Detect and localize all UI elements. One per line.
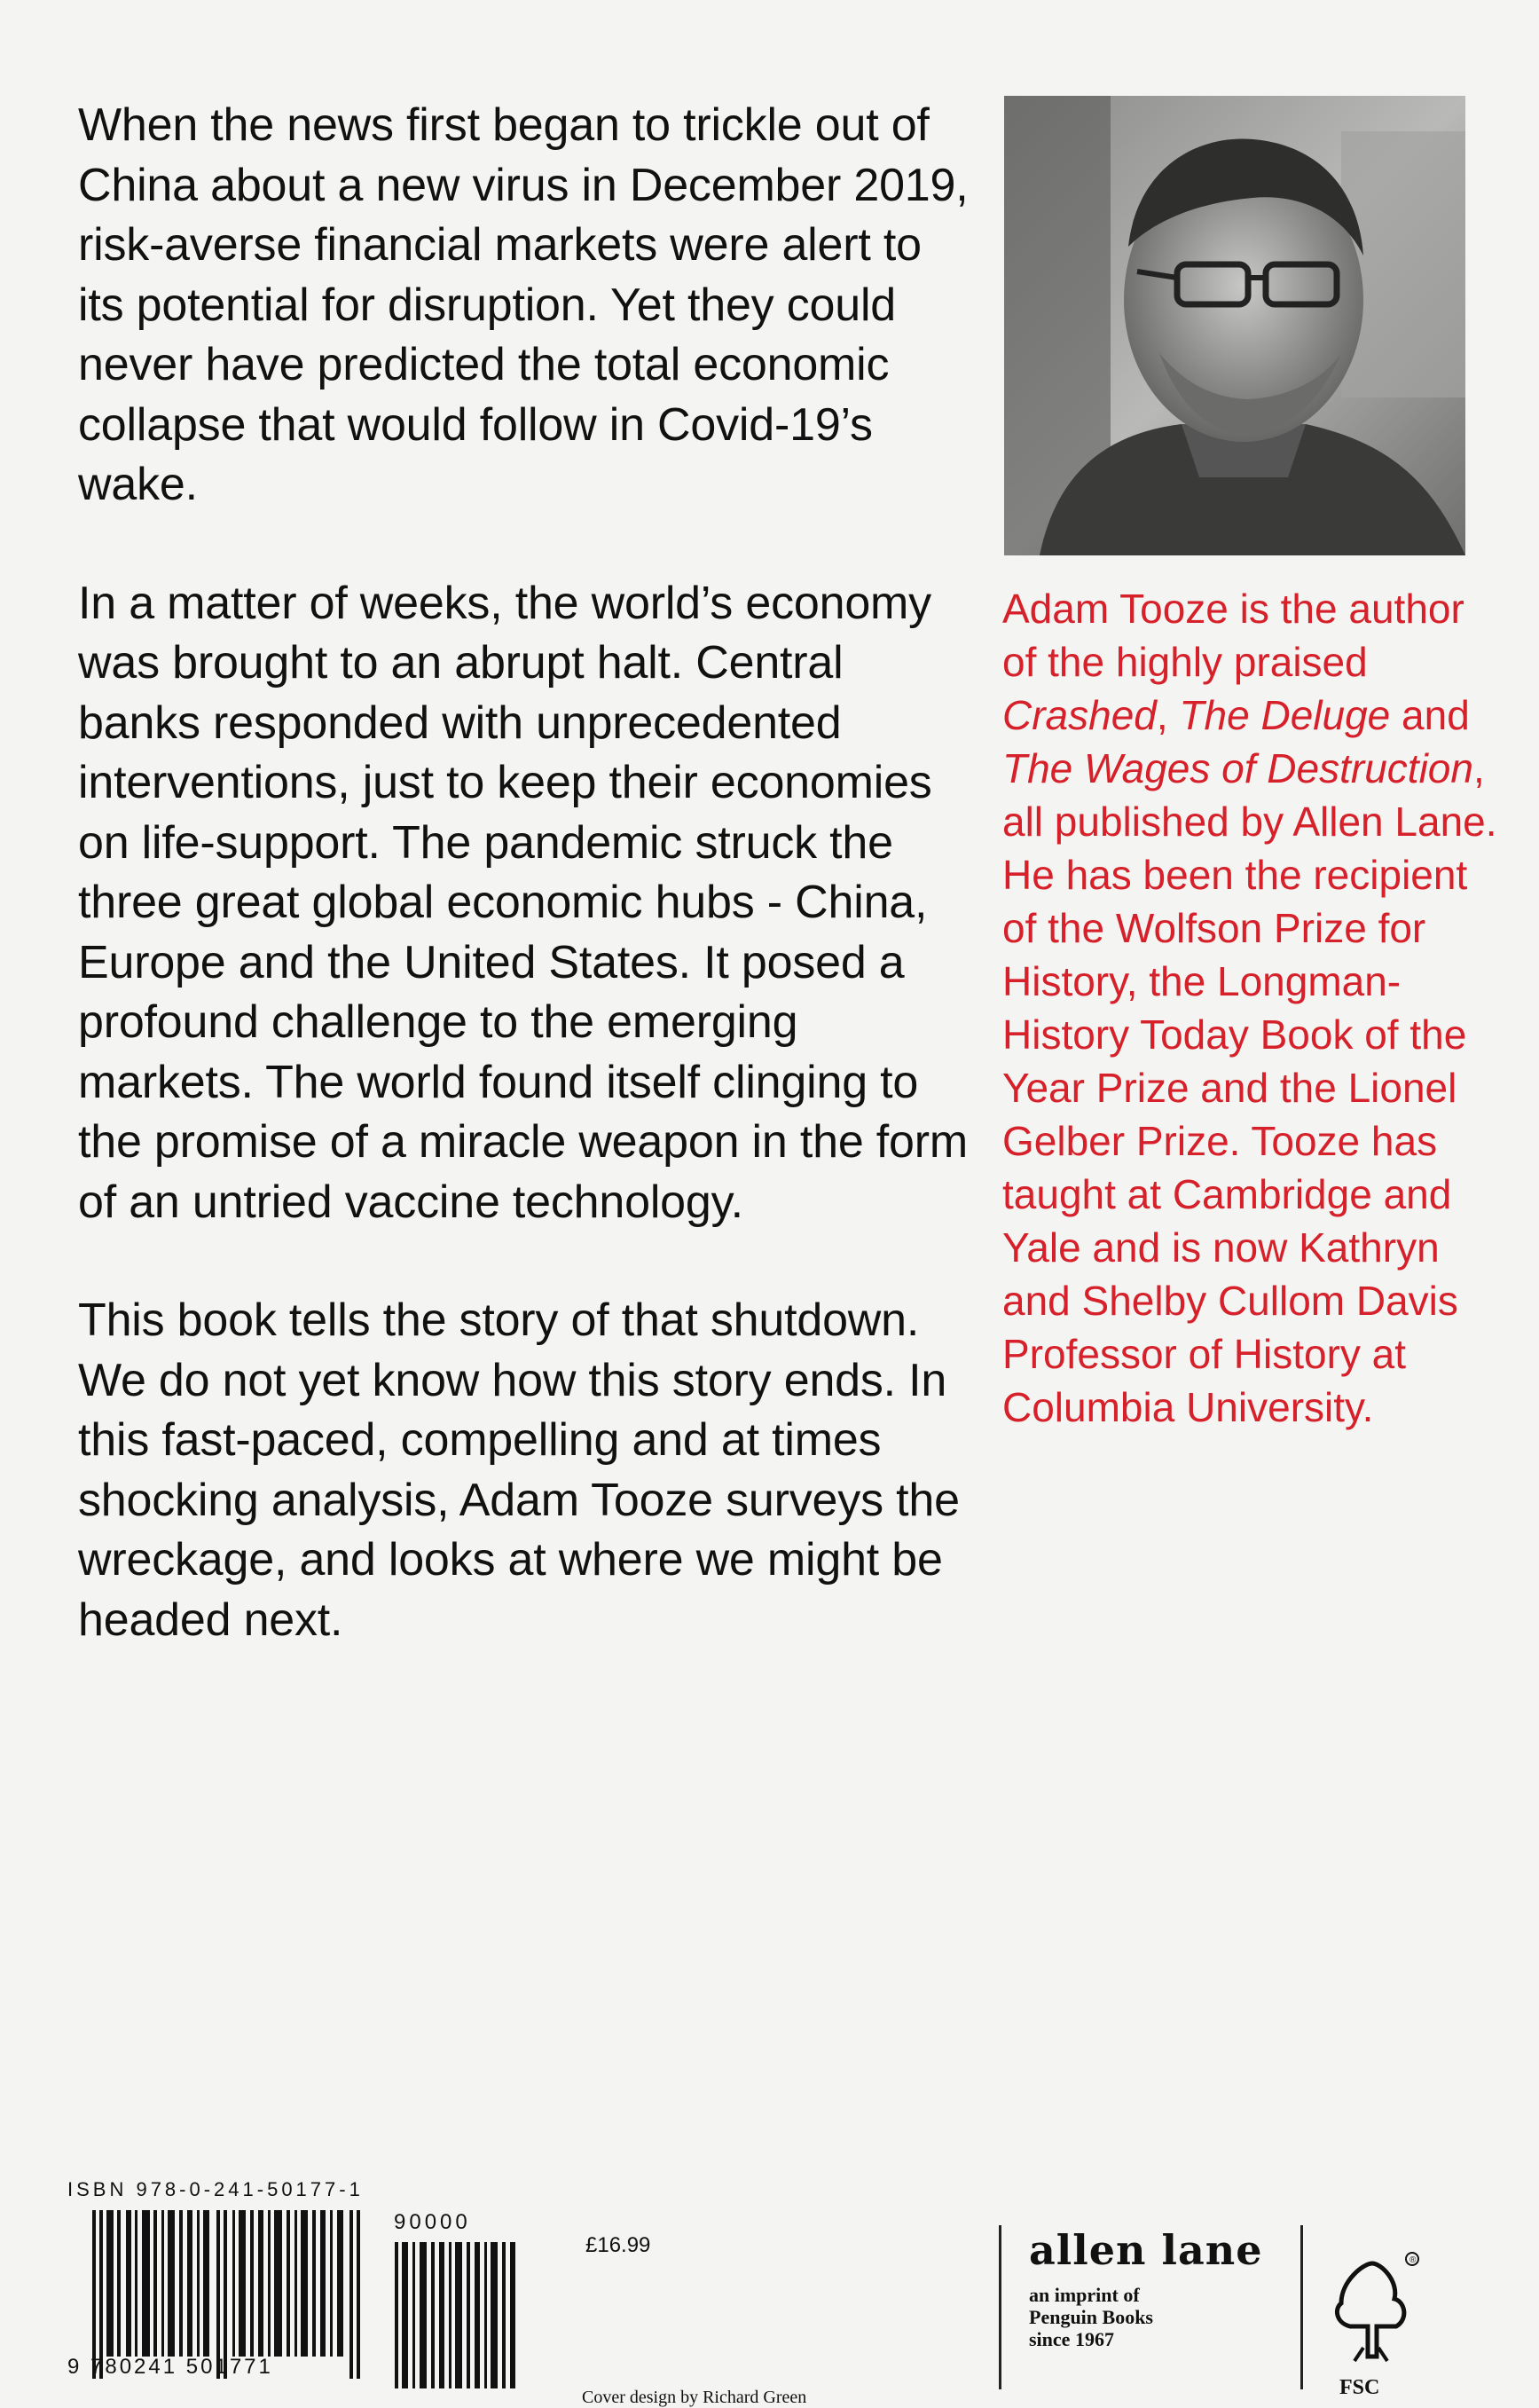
- fsc-tree-icon: [1323, 2250, 1421, 2383]
- isbn-barcode: [75, 2210, 385, 2379]
- divider-left: [999, 2225, 1001, 2389]
- blurb-paragraph-2: In a matter of weeks, the world’s economy was brought to an abrupt halt. Central banks responded with unprecedented interventions, just to keep their economies on life-support. The pandemic struck the three great global economic hubs - China, Europe and the United States. It posed a profound challenge to the emerging markets. The world found itself clinging to the promise of a miracle weapon in the form of an untried vaccine technology.: [78, 577, 968, 1228]
- divider-right: [1300, 2225, 1303, 2389]
- isbn-label: ISBN 978-0-241-50177-1: [67, 2178, 364, 2200]
- bio-text-3: and: [1390, 692, 1470, 738]
- publisher-tagline-2: Penguin Books: [1029, 2306, 1153, 2328]
- publisher-tagline-1: an imprint of: [1029, 2284, 1140, 2306]
- blurb-paragraph-3: This book tells the story of that shutdown. We do not yet know how this story ends. In this fast-paced, compelling and at times shocking analysis, Adam Tooze surveys the wreckage, and looks at where we might be headed next.: [78, 1294, 960, 1646]
- publisher-tagline-3: since 1967: [1029, 2328, 1114, 2350]
- author-bio: [1002, 582, 1499, 1434]
- blurb-paragraph-1: When the news first began to trickle out of China about a new virus in December 2019, risk-averse financial markets were alert to its potential for disruption. Yet they could never have predicted the total economic collapse that would follow in Covid-19’s wake.: [78, 99, 969, 510]
- bio-text-4: , all published by Allen Lane. He has been the recipient of the Wolfson Prize for History, the Longman-History Today Book of the Year Prize and the Lionel Gelber Prize. Tooze has taught at Cambridge and Yale and is now Kathryn and Shelby Cullom Davis Professor of History at Columbia University.: [1002, 745, 1497, 1430]
- author-photo-illustration: [1004, 96, 1465, 555]
- addon-barcode: [393, 2215, 526, 2388]
- bio-text-1: Adam Tooze is the author of the highly praised: [1002, 586, 1464, 685]
- fsc-registered-mark: ®: [1409, 2255, 1417, 2265]
- bio-title-crashed: Crashed: [1002, 692, 1157, 738]
- blurb: [78, 96, 974, 1709]
- author-photo: [1004, 96, 1465, 555]
- barcode-addon-digits: 90000: [394, 2210, 471, 2234]
- cover-credit: Cover design by Richard Green: [582, 2388, 807, 2407]
- price: £16.99: [585, 2233, 651, 2257]
- publisher-block: [1029, 2227, 1277, 2350]
- fsc-label: FSC: [1339, 2376, 1380, 2399]
- bio-text-2: ,: [1156, 692, 1180, 738]
- publisher-tagline: [1029, 2284, 1277, 2350]
- isbn-barcode-digits: 9 780241 501771: [67, 2355, 273, 2379]
- allen-lane-logo: allen lane: [1029, 2226, 1263, 2274]
- bio-title-wages: The Wages of Destruction: [1002, 745, 1473, 791]
- bio-title-deluge: The Deluge: [1179, 692, 1391, 738]
